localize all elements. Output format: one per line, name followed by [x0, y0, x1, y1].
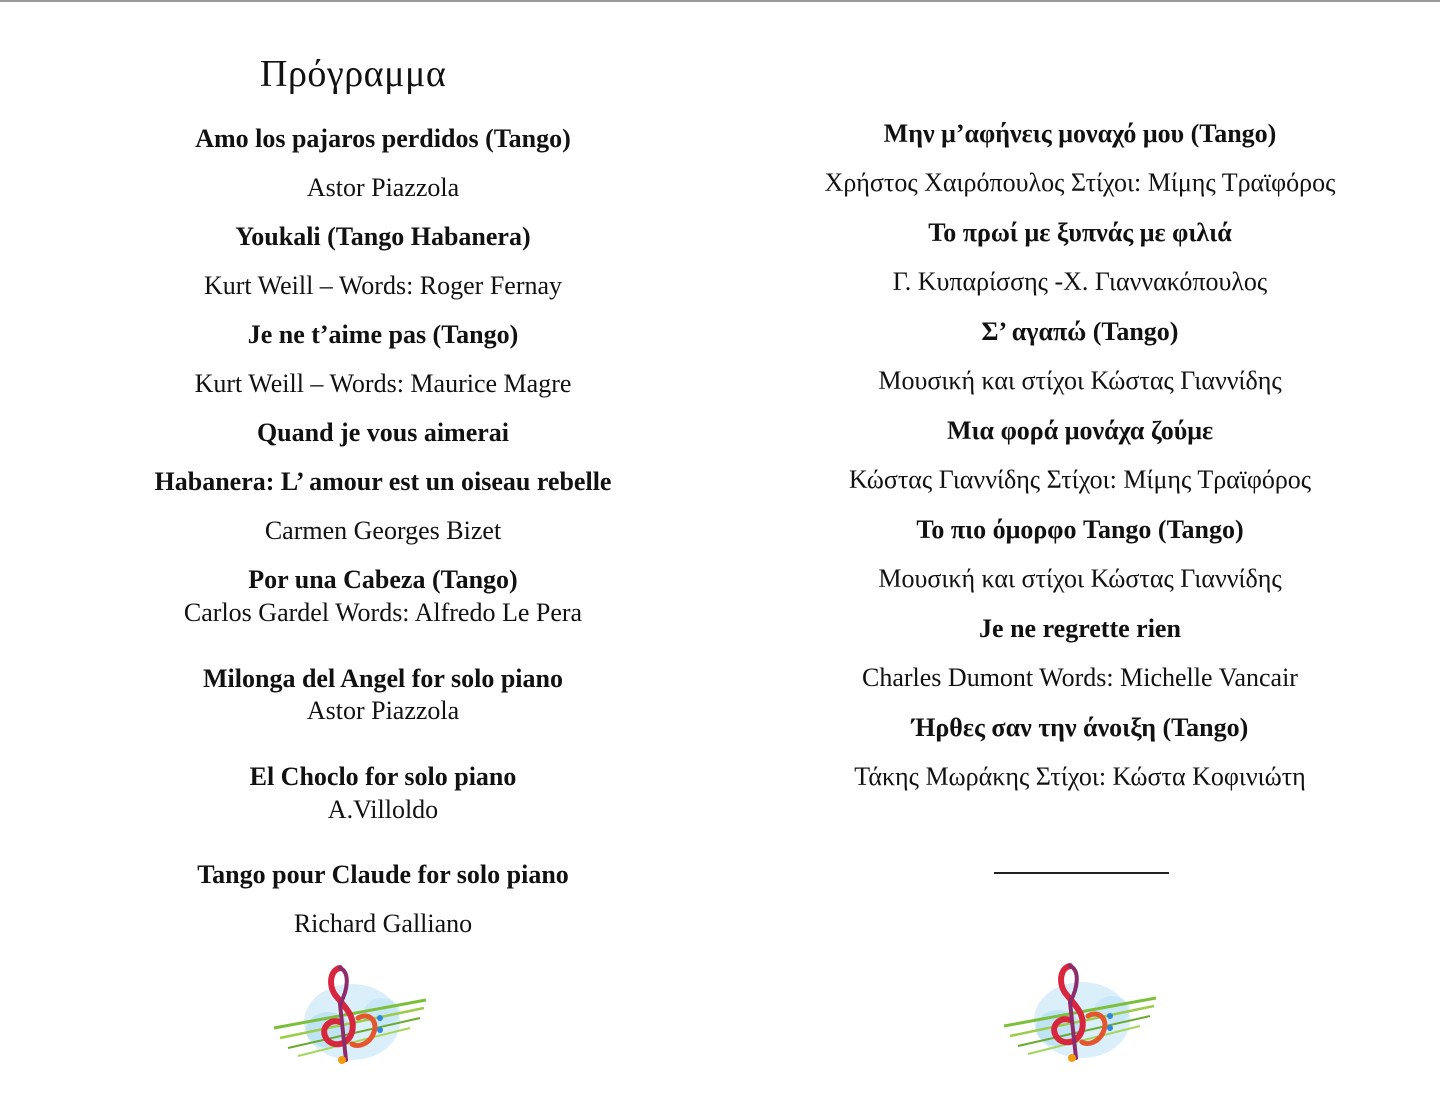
music-clef-icon — [1000, 958, 1160, 1068]
song-title: Ήρθες σαν την άνοιξη (Tango) — [911, 713, 1249, 742]
song-credit: Richard Galliano — [293, 909, 473, 938]
song-title: Habanera: L’ amour est un oiseau rebelle — [154, 467, 612, 496]
song-title: Quand je vous aimerai — [256, 418, 510, 447]
song-credit: Κώστας Γιαννίδης Στίχοι: Μίμης Τραϊφόρος — [848, 465, 1312, 494]
program-right-column — [720, 0, 1440, 1112]
song-credit: Μουσική και στίχοι Κώστας Γιαννίδης — [878, 366, 1282, 395]
song-title: Μην μ’αφήνεις μοναχό μου (Tango) — [883, 119, 1277, 148]
song-credit: Astor Piazzola — [306, 173, 460, 202]
song-title: El Choclo for solo piano — [249, 762, 517, 791]
song-credit: Carlos Gardel Words: Alfredo Le Pera — [183, 598, 583, 627]
song-title: Youkali (Tango Habanera) — [235, 222, 531, 251]
song-title: Milonga del Angel for solo piano — [203, 664, 563, 693]
song-title: Σ’ αγαπώ (Tango) — [981, 317, 1179, 346]
song-title: Je ne t’aime pas (Tango) — [247, 320, 519, 349]
song-credit: Kurt Weill – Words: Maurice Magre — [194, 369, 572, 398]
song-title: Μια φορά μονάχα ζούμε — [946, 416, 1214, 445]
song-credit: Μουσική και στίχοι Κώστας Γιαννίδης — [878, 564, 1282, 593]
song-title: Το πιο όμορφο Tango (Tango) — [916, 515, 1244, 544]
song-title: Amo los pajaros perdidos (Tango) — [195, 124, 571, 153]
song-title: Tango pour Claude for solo piano — [197, 860, 569, 889]
song-title: Je ne regrette rien — [979, 614, 1181, 643]
song-credit: Astor Piazzola — [306, 696, 460, 725]
song-credit: Carmen Georges Bizet — [264, 516, 502, 545]
song-credit: Χρήστος Χαιρόπουλος Στίχοι: Μίμης Τραϊφόρος — [824, 168, 1336, 197]
song-credit: A.Villoldo — [327, 795, 439, 824]
music-clef-icon — [270, 960, 430, 1070]
song-title: Το πρωί με ξυπνάς με φιλιά — [928, 218, 1232, 247]
song-credit: Kurt Weill – Words: Roger Fernay — [203, 271, 563, 300]
song-title: Por una Cabeza (Tango) — [248, 565, 518, 594]
section-divider — [994, 872, 1169, 874]
song-credit: Γ. Κυπαρίσσης -Χ. Γιαννακόπουλος — [892, 267, 1268, 296]
song-credit: Τάκης Μωράκης Στίχοι: Κώστα Κοφινιώτη — [854, 762, 1306, 791]
song-credit: Charles Dumont Words: Michelle Vancair — [862, 663, 1298, 692]
page-title: Πρόγραμμα — [260, 53, 447, 95]
